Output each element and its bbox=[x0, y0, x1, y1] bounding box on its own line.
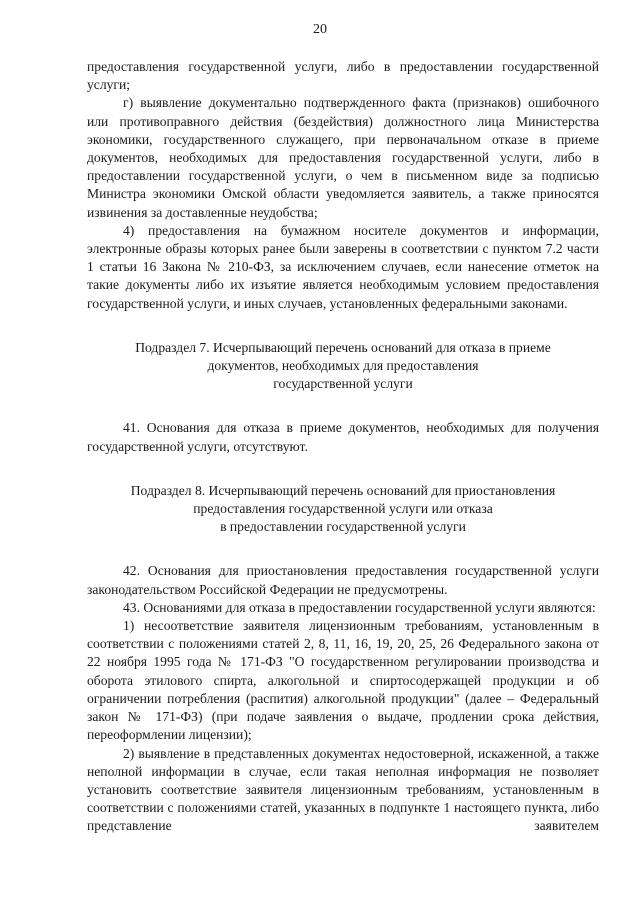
subsection-8-heading bbox=[87, 482, 599, 537]
document-body bbox=[87, 58, 599, 836]
paragraph-43-item-2: 2) выявление в представленных документах недостоверной, искаженной, а также неполной информации в случае, если такая неполная информация не позволяет установить соответствие заявителя лицензионным требованиям, установленным в соответствии с положениями статей, указанных в подпункте 1 настоящего пункта, либо представление заявителем bbox=[87, 745, 599, 834]
paragraph-41: 41. Основания для отказа в приеме документов, необходимых для получения государственной услуги, отсутствуют. bbox=[87, 420, 599, 454]
paragraph-42: 42. Основания для приостановления предоставления государственной услуги законодательством Российской Федерации не предусмотрены. bbox=[87, 563, 599, 597]
paragraph-43: 43. Основаниями для отказа в предоставлении государственной услуги являются: bbox=[123, 599, 596, 615]
paragraph-item-g: г) выявление документально подтвержденного факта (признаков) ошибочного или противоправного действия (бездействия) должностного лица Министерства экономики, государственного служащего, при первоначальном отказе в приеме документов, необходимых для предоставления государственной услуги, либо в предоставлении государственной услуги, о чем в письменном виде за подписью Министра экономики Омской области уведомляется заявитель, а также приносятся извинения за доставленные неудобства; bbox=[87, 95, 599, 220]
heading-line: документов, необходимых для предоставления bbox=[207, 358, 479, 374]
page-number: 20 bbox=[313, 22, 327, 37]
paragraph-item-4: 4) предоставления на бумажном носителе документов и информации, электронные образы которых ранее были заверены в соответствии с пунктом 7.2 части 1 статьи 16 Закона № 210-ФЗ, за исключением случаев, если нанесение отметок на такие документы либо их изъятие является необходимым условием предоставления государственной услуги, и иных случаев, установленных федеральными законами. bbox=[87, 222, 599, 311]
heading-line: государственной услуги bbox=[273, 376, 413, 392]
paragraph-continuation: предоставления государственной услуги, либо в предоставлении государственной услуги; bbox=[87, 59, 599, 93]
heading-line: в предоставлении государственной услуги bbox=[220, 519, 466, 535]
heading-line: Подраздел 7. Исчерпывающий перечень оснований для отказа в приеме bbox=[135, 339, 551, 355]
paragraph-43-item-1: 1) несоответствие заявителя лицензионным требованиям, установленным в соответствии с положениями статей 2, 8, 11, 16, 19, 20, 25, 26 Федерального закона от 22 ноября 1995 года № 171-ФЗ "О государственном регулировании производства и оборота этилового спирта, алкогольной и спиртосодержащей продукции и об ограничении потребления (распития) алкогольной продукции" (далее – Федеральный закон № 171-ФЗ) (при подаче заявления о выдаче, продлении срока действия, переоформлении лицензии); bbox=[87, 618, 599, 743]
heading-line: Подраздел 8. Исчерпывающий перечень оснований для приостановления bbox=[130, 482, 556, 498]
subsection-7-heading bbox=[87, 339, 599, 394]
heading-line: предоставления государственной услуги или отказа bbox=[193, 501, 493, 517]
